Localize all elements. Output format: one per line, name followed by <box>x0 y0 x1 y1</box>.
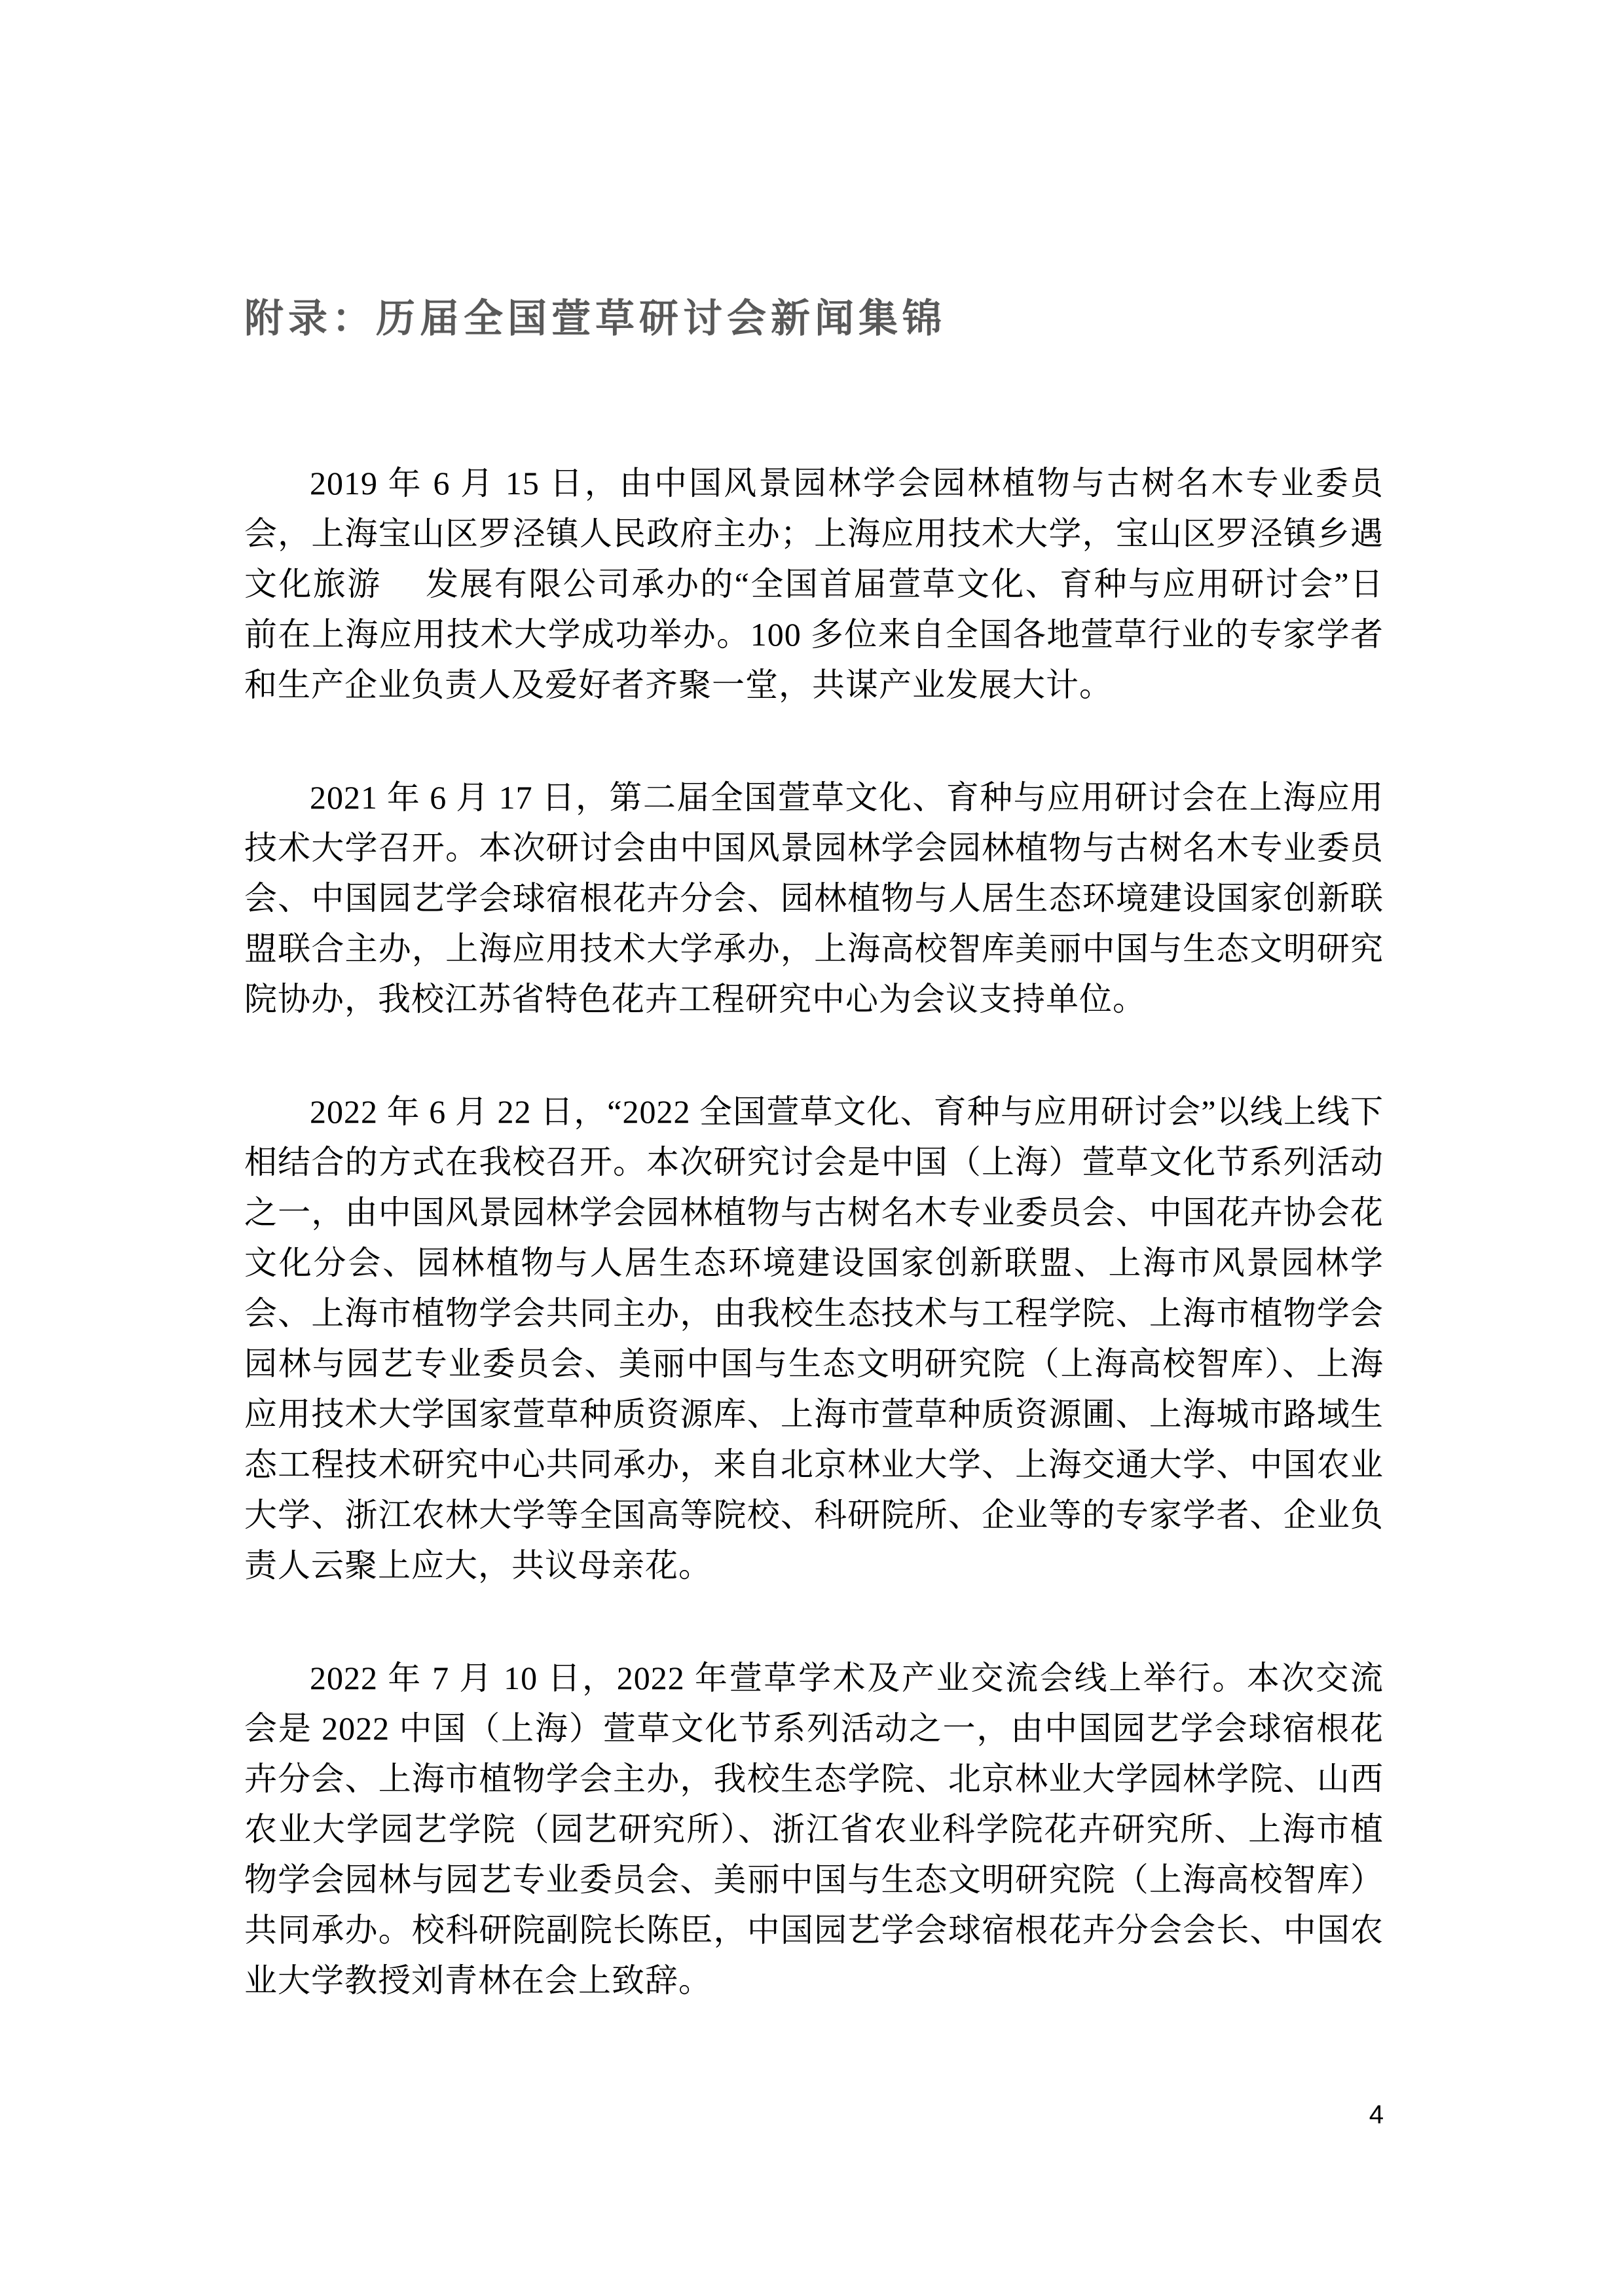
document-body <box>244 458 1384 2006</box>
paragraph-2: 2021 年 6 月 17 日，第二届全国萱草文化、育种与应用研讨会在上海应用技术大学召开。本次研讨会由中国风景园林学会园林植物与古树名木专业委员会、中国园艺学会球宿根花卉分会、园林植物与人居生态环境建设国家创新联盟联合主办，上海应用技术大学承办，上海高校智库美丽中国与生态文明研究院协办，我校江苏省特色花卉工程研究中心为会议支持单位。 <box>244 779 1384 1017</box>
paragraph-1: 2019 年 6 月 15 日，由中国风景园林学会园林植物与古树名木专业委员会，上海宝山区罗泾镇人民政府主办；上海应用技术大学，宝山区罗泾镇乡遇文化旅游 发展有限公司承办的“全国首届萱草文化、育种与应用研讨会”日前在上海应用技术大学成功举办。100 多位来自全国各地萱草行业的专家学者和生产企业负责人及爱好者齐聚一堂，共谋产业发展大计。 <box>244 465 1384 703</box>
page-title: 附录：历届全国萱草研讨会新闻集锦 <box>244 297 946 340</box>
page-footer <box>244 2100 1384 2129</box>
page-number: 4 <box>1369 2100 1384 2129</box>
paragraph-3: 2022 年 6 月 22 日，“2022 全国萱草文化、育种与应用研讨会”以线上线下相结合的方式在我校召开。本次研究讨会是中国（上海）萱草文化节系列活动之一，由中国风景园林学会园林植物与古树名木专业委员会、中国花卉协会花文化分会、园林植物与人居生态环境建设国家创新联盟、上海市风景园林学会、上海市植物学会共同主办，由我校生态技术与工程学院、上海市植物学会园林与园艺专业委员会、美丽中国与生态文明研究院（上海高校智库）、上海应用技术大学国家萱草种质资源库、上海市萱草种质资源圃、上海城市路域生态工程技术研究中心共同承办，来自北京林业大学、上海交通大学、中国农业大学、浙江农林大学等全国高等院校、科研院所、企业等的专家学者、企业负责人云聚上应大，共议母亲花。 <box>244 1093 1384 1584</box>
paragraph-4: 2022 年 7 月 10 日，2022 年萱草学术及产业交流会线上举行。本次交流会是 2022 中国（上海）萱草文化节系列活动之一，由中国园艺学会球宿根花卉分会、上海市植物学会主办，我校生态学院、北京林业大学园林学院、山西农业大学园艺学院（园艺研究所）、浙江省农业科学院花卉研究所、上海市植物学会园林与园艺专业委员会、美丽中国与生态文明研究院（上海高校智库）共同承办。校科研院副院长陈臣，中国园艺学会球宿根花卉分会会长、中国农业大学教授刘青林在会上致辞。 <box>244 1660 1384 1999</box>
